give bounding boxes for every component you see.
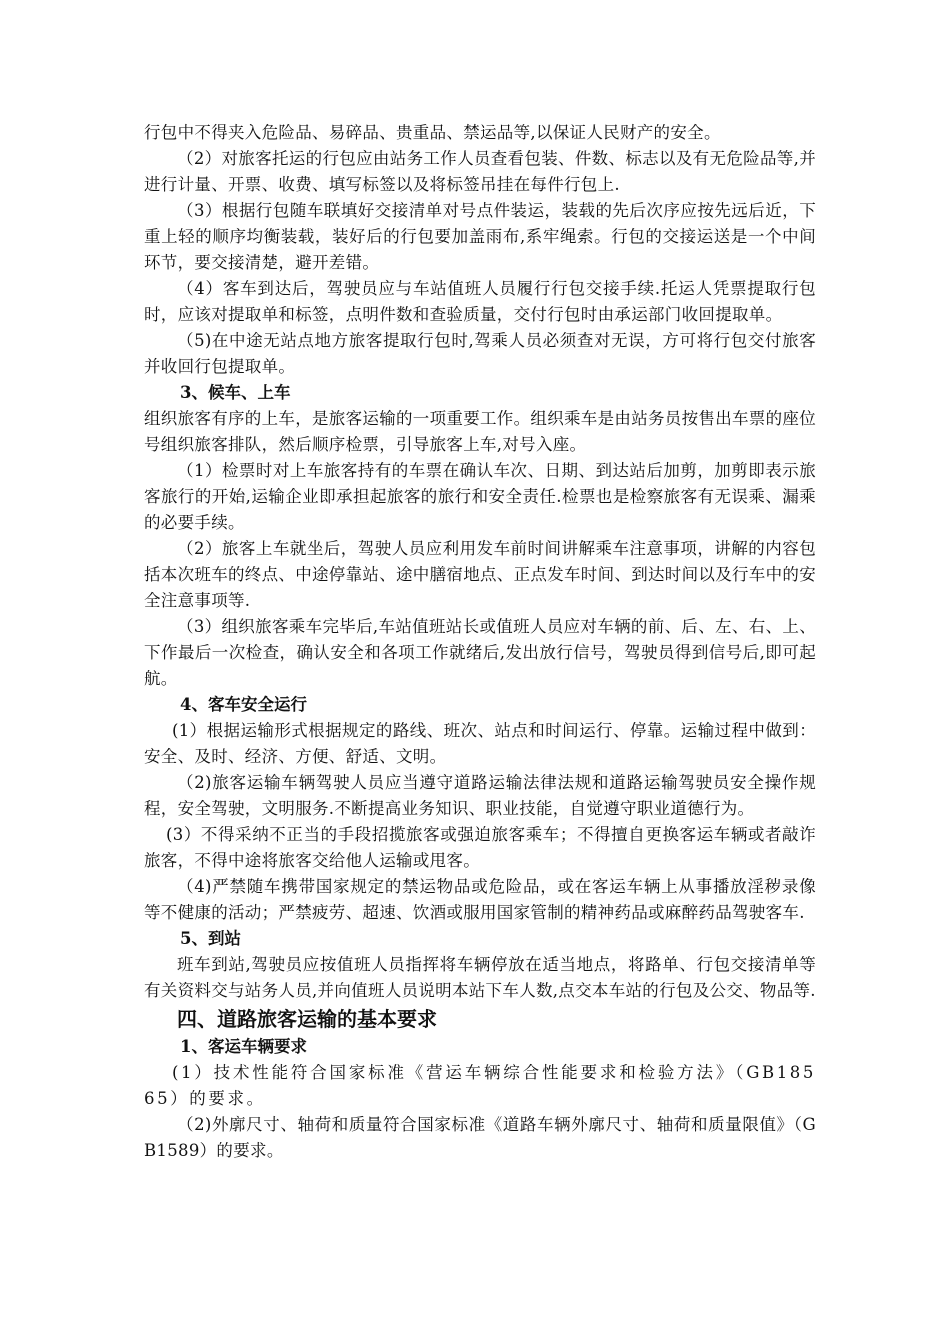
section-heading-arrival: 5、到站 — [180, 929, 241, 948]
paragraph-luggage-5: （5)在中途无站点地方旅客提取行包时,驾乘人员必须查对无误，方可将行包交付旅客并收回行包提取单。 — [144, 331, 816, 376]
section-heading-vehicle-requirements: 1、客运车辆要求 — [180, 1037, 307, 1056]
section-heading-boarding: 3、候车、上车 — [180, 383, 291, 402]
paragraph-arrival: 班车到站,驾驶员应按值班人员指挥将车辆停放在适当地点，将路单、行包交接清单等有关资料交与站务人员,并向值班人员说明本站下车人数,点交本车站的行包及公交、物品等. — [144, 955, 816, 1000]
paragraph-luggage-4: （4）客车到达后，驾驶员应与车站值班人员履行行包交接手续.托运人凭票提取行包时，应该对提取单和标签，点明件数和查验质量，交付行包时由承运部门收回提取单。 — [144, 279, 816, 324]
paragraph-boarding-1: （1）检票时对上车旅客持有的车票在确认车次、日期、到达站后加剪，加剪即表示旅客旅行的开始,运输企业即承担起旅客的旅行和安全责任.检票也是检察旅客有无误乘、漏乘的必要手续。 — [144, 461, 816, 532]
paragraph-operation-1: (1）根据运输形式根据规定的路线、班次、站点和时间运行、停靠。运输过程中做到：安全、及时、经济、方便、舒适、文明。 — [144, 721, 816, 766]
chapter-heading-basic-requirements: 四、道路旅客运输的基本要求 — [177, 1007, 437, 1031]
paragraph-luggage-3: （3）根据行包随车联填好交接清单对号点件装运，装载的先后次序应按先远后近，下重上轻的顺序均衡装载，装好后的行包要加盖雨布,系牢绳索。行包的交接运送是一个中间环节，要交接清楚，避开差错。 — [144, 201, 816, 272]
paragraph-operation-2: （2)旅客运输车辆驾驶人员应当遵守道路运输法律法规和道路运输驾驶员安全操作规程，安全驾驶，文明服务.不断提高业务知识、职业技能，自觉遵守职业道德行为。 — [144, 773, 816, 818]
paragraph-boarding-intro: 组织旅客有序的上车，是旅客运输的一项重要工作。组织乘车是由站务员按售出车票的座位号组织旅客排队，然后顺序检票，引导旅客上车,对号入座。 — [144, 409, 816, 454]
paragraph-operation-4: （4)严禁随车携带国家规定的禁运物品或危险品，或在客运车辆上从事播放淫秽录像等不健康的活动；严禁疲劳、超速、饮酒或服用国家管制的精神药品或麻醉药品驾驶客车. — [144, 877, 816, 922]
paragraph-vehicle-1: (1）技术性能符合国家标准《营运车辆综合性能要求和检验方法》（GB18565）的要求。 — [144, 1063, 816, 1108]
document-body — [144, 120, 816, 1164]
paragraph-luggage-2: （2）对旅客托运的行包应由站务工作人员查看包装、件数、标志以及有无危险品等,并进行计量、开票、收费、填写标签以及将标签吊挂在每件行包上. — [144, 149, 816, 194]
paragraph-vehicle-2: （2)外廓尺寸、轴荷和质量符合国家标准《道路车辆外廓尺寸、轴荷和质量限值》（GB1589）的要求。 — [144, 1115, 816, 1160]
section-heading-safe-operation: 4、客车安全运行 — [180, 695, 307, 714]
paragraph-operation-3: (3）不得采纳不正当的手段招揽旅客或强迫旅客乘车；不得擅自更换客运车辆或者敲诈旅客，不得中途将旅客交给他人运输或甩客。 — [144, 825, 816, 870]
paragraph-boarding-2: （2）旅客上车就坐后，驾驶人员应利用发车前时间讲解乘车注意事项，讲解的内容包括本次班车的终点、中途停靠站、途中膳宿地点、正点发车时间、到达时间以及行车中的安全注意事项等. — [144, 539, 816, 610]
paragraph-luggage-safety: 行包中不得夹入危险品、易碎品、贵重品、禁运品等,以保证人民财产的安全。 — [144, 123, 721, 142]
paragraph-boarding-3: （3）组织旅客乘车完毕后,车站值班站长或值班人员应对车辆的前、后、左、右、上、下作最后一次检查，确认安全和各项工作就绪后,发出放行信号，驾驶员得到信号后,即可起航。 — [144, 617, 816, 688]
